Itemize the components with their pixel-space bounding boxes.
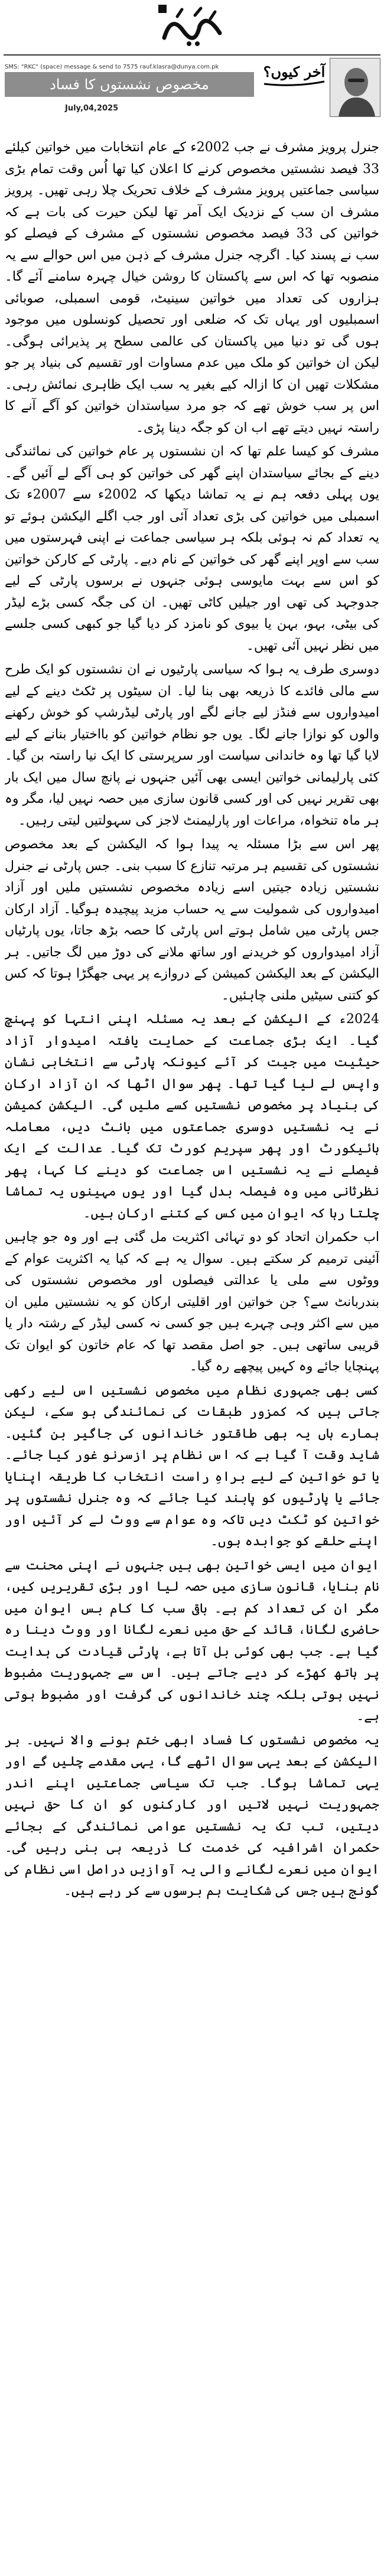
header-divider	[4, 54, 380, 56]
article-title: مخصوص نشستوں کا فساد	[5, 72, 254, 97]
publication-date: July,04,2025	[65, 104, 119, 113]
article-paragraph: جنرل پرویز مشرف نے جب 2002ء کے عام انتخابات میں خواتین کیلئے 33 فیصد نشستیں مخصوص کرنے کا اعلان کیا تھا اُس وقت تمام بڑی سیاسی جماعتیں پرویز مشرف کے خلاف تحریک چلا رہی تھیں۔ پرویز مشرف ان سب کے نزدیک ایک آمر تھا لیکن حیرت کی بات ہے کہ خواتین کی 33 فیصد مخصوص نشستوں کے مشرف کے فیصلے کو سب نے پسند کیا۔ اگرچہ جنرل مشرف کے ذہن میں اس حوالے سے یہ منصوبہ تھا کہ اس سے پاکستان کا روشن خیال چہرہ سامنے آئے گا۔ ہزاروں کی تعداد میں خواتین سینیٹ، قومی اسمبلی، صوبائی اسمبلیوں اور یہاں تک کہ ضلعی اور تحصیل کونسلوں میں موجود ہوں گی تو دنیا میں پاکستان کی عالمی سطح پر پذیرائی ہوگی۔ لیکن ان خواتین کو ملک میں عدم مساوات اور تقسیم کی بنیاد پر جو مشکلات تھیں ان کا ازالہ کیے بغیر یہ سب ایک ظاہری نمائش رہی۔ اس پر سب خوش تھے کہ جو مرد سیاستدان خواتین کو آگے آنے کا راستہ نہیں دیتے تھے اب ان کو جگہ دینا پڑی۔	[5, 140, 379, 435]
dunya-logo-icon	[154, 2, 230, 51]
column-name-text: آخر کیوں؟	[263, 63, 326, 80]
sms-contact-line: SMS: "RKC" (space) message & send to 7575 rauf.klasra@dunya.com.pk	[5, 64, 219, 70]
article-paragraph: 2024ء کے الیکشن کے بعد یہ مسئلہ اپنی انتہا کو پہنچ گیا۔ ایک بڑی جماعت کے حمایت یافتہ امیدوار آزاد حیثیت میں جیت کر آئے کیونکہ پارٹی سے انتخابی نشان واپس لے لیا گیا تھا۔ پھر سوال اٹھا کہ ان آزاد ارکان کی بنیاد پر مخصوص نشستیں کسے ملیں گی۔ الیکشن کمیشن نے یہ نشستیں دوسری جماعتوں میں بانٹ دیں، معاملہ ہائیکورٹ اور پھر سپریم کورٹ تک گیا۔ عدالت کے ایک فیصلے نے یہ نشستیں اس جماعت کو دینے کا کہا، پھر نظرثانی میں وہ فیصلہ بدل گیا اور یوں مہینوں یہ تماشا چلتا رہا کہ ایوان میں کس کے کتنے ارکان ہیں۔	[5, 1012, 379, 1221]
article-paragraph: ایوان میں ایسی خواتین بھی ہیں جنہوں نے اپنی محنت سے نام بنایا، قانون سازی میں حصہ لیا اور بڑی تقریریں کیں، مگر ان کی تعداد کم ہے۔ باقی سب کا کام بس ایوان میں حاضری لگانا، قائد کے حق میں نعرے لگانا اور ووٹ دینا رہ گیا ہے۔ جب بھی کوئی بل آتا ہے، پارٹی قیادت کی ہدایت پر ہاتھ کھڑے کر دیے جاتے ہیں۔ اس سے جمہوریت مضبوط نہیں ہوتی بلکہ چند خاندانوں کی گرفت اور مضبوط ہوتی ہے۔	[5, 1558, 379, 1724]
article-paragraph: مشرف کو کیسا علم تھا کہ ان نشستوں پر عام خواتین کی نمائندگی دینے کے بجائے سیاستدان اپنے گھر کی خواتین کو ہی آگے لے آئیں گے۔ یوں پہلی دفعہ ہم نے یہ تماشا دیکھا کہ 2002ء سے 2007ء تک اسمبلی میں خواتین کی بڑی تعداد آئی اور جب اگلے الیکشن ہوئے تو یہ تعداد کم نہ ہوئی بلکہ ہر سیاسی جماعت نے اپنی فہرستوں میں سب سے اوپر اپنے گھر کی خواتین کے نام دیے۔ پارٹی کے کارکن خواتین کو اس سے بہت مایوسی ہوئی جنہوں نے برسوں پارٹی کے لیے جدوجہد کی تھی اور جیلیں کاٹی تھیں۔ ان کی جگہ کسی بڑے لیڈر کی بیٹی، بہو، بہن یا بیوی کو نامزد کر دیا گیا جو کبھی کسی جلسے میں نظر نہیں آئی تھیں۔	[5, 444, 379, 653]
article-paragraph: پھر اس سے بڑا مسئلہ یہ پیدا ہوا کہ الیکشن کے بعد مخصوص نشستوں کی تقسیم ہر مرتبہ تنازع کا سبب بنی۔ جس پارٹی نے جنرل نشستیں زیادہ جیتیں اسے زیادہ مخصوص نشستیں ملیں اور آزاد امیدواروں کی شمولیت سے یہ حساب مزید پیچیدہ ہوگیا۔ آزاد ارکان جس پارٹی میں شامل ہوتے اس پارٹی کا حصہ بڑھ جاتا، یوں پارٹیاں آزاد امیدواروں کو خریدنے اور ساتھ ملانے کی دوڑ میں لگ جاتیں۔ ہر الیکشن کے بعد الیکشن کمیشن کے دروازے پر یہی جھگڑا ہوتا کہ کس کو کتنی سیٹیں ملنی چاہئیں۔	[5, 837, 379, 1003]
article-paragraph: یہ مخصوص نشستوں کا فساد ابھی ختم ہونے والا نہیں۔ ہر الیکشن کے بعد یہی سوال اٹھے گا، یہی مقدمے چلیں گے اور یہی تماشا ہوگا۔ جب تک سیاسی جماعتیں اپنے اندر جمہوریت نہیں لاتیں اور کارکنوں کو ان کا حق نہیں دیتیں، تب تک یہ نشستیں عوامی نمائندگی کے بجائے حکمران اشرافیہ کی خدمت کا ذریعہ ہی بنی رہیں گی۔ ایوان میں نعرے لگانے والی یہ آوازیں دراصل اسی نظام کی گونج ہیں جس کی شکایت ہم برسوں سے کر رہے ہیں۔	[5, 1732, 379, 1898]
article-body	[5, 137, 379, 2570]
article-paragraph: اب حکمران اتحاد کو دو تہائی اکثریت مل گئی ہے اور وہ جو چاہیں آئینی ترمیم کر سکتے ہیں۔ سوال یہ ہے کہ کیا یہ اکثریت عوام کے ووٹوں سے ملی یا عدالتی فیصلوں اور مخصوص نشستوں کی بندربانٹ سے؟ جن خواتین اور اقلیتی ارکان کو یہ نشستیں ملیں ان میں سے اکثر وہی چہرے ہیں جو کسی نہ کسی لیڈر کے رشتہ دار یا قریبی ساتھی ہیں۔ جو اصل مقصد تھا کہ عام خاتون کو ایوان تک پہنچایا جائے وہ کہیں پیچھے رہ گیا۔	[5, 1230, 379, 1374]
article-paragraph: کسی بھی جمہوری نظام میں مخصوص نشستیں اس لیے رکھی جاتی ہیں کہ کمزور طبقات کی نمائندگی ہو سکے، لیکن ہمارے ہاں یہ بھی طاقتور خاندانوں کی جاگیر بن گئیں۔ شاید وقت آ گیا ہے کہ اس نظام پر ازسرنو غور کیا جائے۔ یا تو خواتین کے لیے براہِ راست انتخاب کا طریقہ اپنایا جائے یا پارٹیوں کو پابند کیا جائے کہ وہ جنرل نشستوں پر خواتین کو ٹکٹ دیں تاکہ وہ عوام سے ووٹ لے کر آئیں اور اپنے حلقے کو جوابدہ ہوں۔	[5, 1383, 379, 1549]
article-paragraph: دوسری طرف یہ ہوا کہ سیاسی پارٹیوں نے ان نشستوں کو ایک طرح سے مالی فائدے کا ذریعہ بھی بنا لیا۔ ان سیٹوں پر ٹکٹ دینے کے لیے امیدواروں سے فنڈز لیے جانے لگے اور پارٹی لیڈرشپ کو خوش رکھنے والوں کو نوازا جانے لگا۔ یوں جو نظام خواتین کو بااختیار بنانے کے لیے لایا گیا تھا وہ خاندانی سیاست اور سرپرستی کا ایک نیا راستہ بن گیا۔ کئی پارلیمانی خواتین ایسی بھی آئیں جنہوں نے پانچ سال میں ایک بار بھی تقریر نہیں کی اور کسی قانون سازی میں حصہ نہیں لیا، مگر وہ ہر ماہ تنخواہ، مراعات اور پارلیمنٹ لاجز کی سہولتیں لیتی رہیں۔	[5, 662, 379, 828]
masthead	[0, 0, 384, 54]
column-name-underline-icon	[262, 79, 327, 87]
